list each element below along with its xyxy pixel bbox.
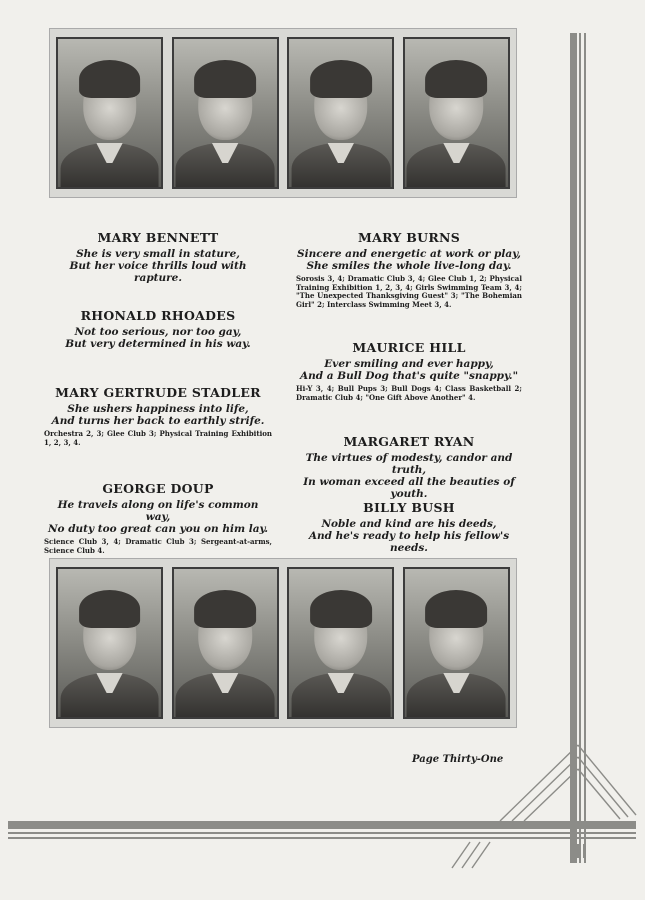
senior-name: BILLY BUSH [363, 500, 455, 515]
senior-name: MARY GERTRUDE STADLER [55, 385, 261, 400]
senior-quote-line: In woman exceed all the beauties of youth. [303, 476, 515, 500]
senior-quote-line: Sincere and energetic at work or play, [297, 248, 521, 260]
senior-name: RHONALD RHOADES [80, 308, 236, 323]
senior-activities: Orchestra 2, 3; Glee Club 3; Physical Training Exhibition 1, 2, 3, 4. [44, 429, 272, 447]
senior-quote-line: The virtues of modesty, candor and truth, [305, 452, 513, 476]
senior-quote-line: She ushers happiness into life, [67, 403, 249, 415]
page-number: Page Thirty-One [412, 754, 504, 765]
senior-name: MARY BENNETT [97, 230, 219, 245]
senior-quote-line: And turns her back to earthly strife. [51, 415, 265, 427]
senior-quote-line: And he's ready to help his fellow's needs. [308, 530, 510, 554]
senior-name: GEORGE DOUP [102, 481, 214, 496]
senior-activities: Sorosis 3, 4; Dramatic Club 3, 4; Glee Club 1, 2; Physical Training Exhibition 1, 2, 3, 4; Girls Swimming Team 3, 4; "The Unexpected Thanksgiving Guest" 3; "The Bohemian Girl" 2; Interclass Swimming Meet 3, 4. [296, 274, 522, 309]
senior-quote-line: But her voice thrills loud with rapture. [69, 260, 247, 284]
senior-quote-line: But very determined in his way. [65, 338, 251, 350]
senior-name: MARGARET RYAN [343, 434, 475, 449]
senior-quote-line: He travels along on life's common way, [57, 499, 259, 523]
senior-activities: Hi-Y 3, 4; Bull Pups 3; Bull Dogs 4; Class Basketball 2; Dramatic Club 4; "One Gift Above Another" 4. [296, 384, 522, 402]
senior-quote-line: She smiles the whole live-long day. [306, 260, 512, 272]
senior-name: MAURICE HILL [352, 340, 466, 355]
senior-quote-line: Ever smiling and ever happy, [324, 358, 494, 370]
senior-quote-line: No duty too great can you on him lay. [47, 523, 269, 535]
senior-quote-line: And a Bull Dog that's quite "snappy." [299, 370, 519, 382]
senior-activities: Science Club 3, 4; Dramatic Club 3; Sergeant-at-arms, Science Club 4. [44, 537, 272, 555]
senior-quote-line: Not too serious, nor too gay, [74, 326, 242, 338]
senior-quote-line: Noble and kind are his deeds, [321, 518, 497, 530]
senior-quote-line: She is very small in stature, [76, 248, 240, 260]
senior-name: MARY BURNS [357, 230, 461, 245]
